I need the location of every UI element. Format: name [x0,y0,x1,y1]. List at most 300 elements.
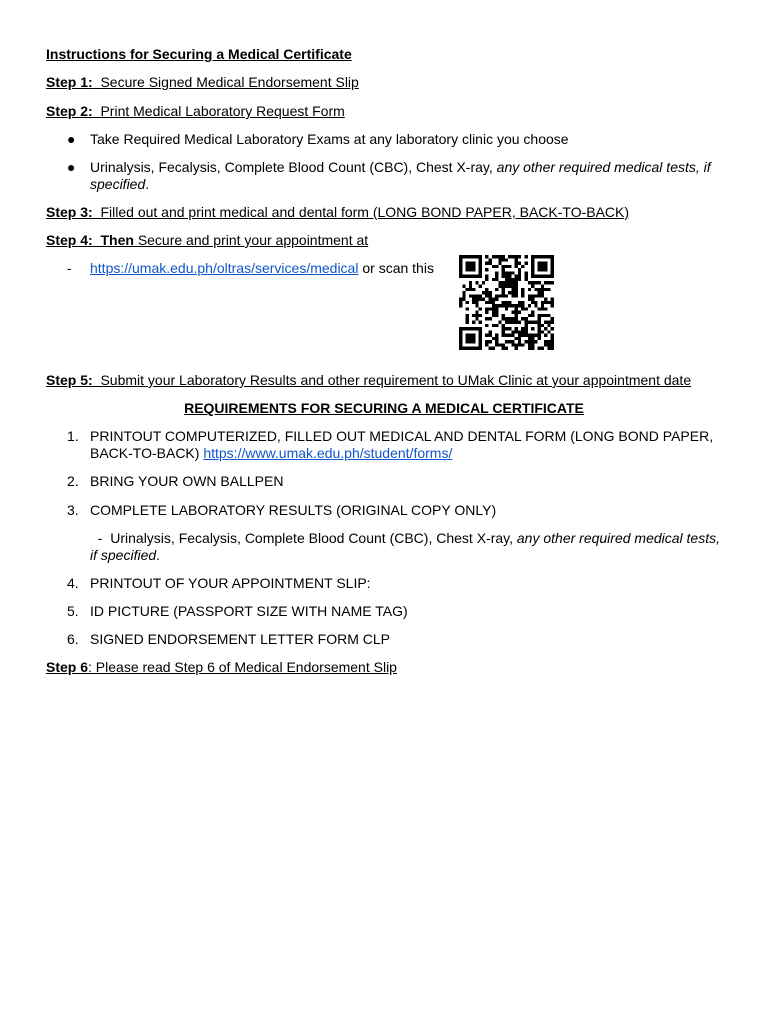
qr-module [531,347,534,350]
qr-module [541,324,544,327]
qr-module [485,301,488,304]
bullet-2-text: Urinalysis, Fecalysis, Complete Blood Count (CBC), Chest X-ray, [90,159,497,175]
step-2-bullet-2 [90,159,720,176]
qr-module [541,330,544,333]
qr-module [547,255,550,258]
qr-module [518,330,521,333]
student-forms-link[interactable]: https://www.umak.edu.ph/student/forms/ [203,445,453,461]
qr-module [505,317,508,320]
qr-module [479,347,482,350]
qr-module [525,317,528,320]
qr-module [551,347,554,350]
bullet-2-italic-1: any other required medical tests, if [496,159,711,175]
qr-module [544,275,547,278]
step-2-text: Print Medical Laboratory Request Form [100,103,345,119]
qr-module [547,330,550,333]
qr-module [521,291,524,294]
qr-module [479,298,482,301]
qr-module [462,294,465,297]
qr-module [538,317,541,320]
qr-module [531,340,534,343]
document-title: Instructions for Securing a Medical Certificate [46,46,352,62]
qr-module [472,337,475,340]
qr-module [511,321,514,324]
req-4-text: PRINTOUT OF YOUR APPOINTMENT SLIP: [90,575,371,591]
req-3-sub-dash: - [97,530,103,546]
qr-module [544,340,547,343]
qr-module [502,304,505,307]
qr-module [521,301,524,304]
req-1-line-2 [90,445,720,462]
qr-module [518,340,521,343]
qr-module [547,347,550,350]
qr-module [469,288,472,291]
qr-module [492,301,495,304]
qr-module [511,294,514,297]
qr-module [472,347,475,350]
step-3 [46,204,629,221]
qr-module [508,278,511,281]
qr-module [515,347,518,350]
qr-module [511,291,514,294]
qr-module [479,321,482,324]
req-3-sub-italic-1: any other required medical tests, [516,530,720,546]
qr-module [515,291,518,294]
appointment-link[interactable]: https://umak.edu.ph/oltras/services/medical [90,260,359,276]
bullet-icon: ● [67,159,76,175]
qr-module [547,340,550,343]
qr-module [466,317,469,320]
qr-module [534,294,537,297]
qr-module [511,317,514,320]
qr-module [541,294,544,297]
qr-module [492,304,495,307]
qr-module [492,324,495,327]
qr-module [466,265,469,268]
step-2-bullet-1: Take Required Medical Laboratory Exams at any laboratory clinic you choose [90,131,569,147]
qr-module [531,314,534,317]
qr-module [488,334,491,337]
qr-module [531,275,534,278]
qr-module [508,334,511,337]
qr-module [498,258,501,261]
req-3-number: 3. [67,502,79,518]
qr-module [538,288,541,291]
qr-module [479,268,482,271]
qr-module [469,281,472,284]
qr-module [492,298,495,301]
qr-module [462,291,465,294]
qr-module [475,311,478,314]
qr-module [472,334,475,337]
requirements-heading: REQUIREMENTS FOR SECURING A MEDICAL CERTIFICATE [184,400,584,416]
qr-module [528,298,531,301]
qr-module [488,301,491,304]
qr-module [541,347,544,350]
qr-module [485,340,488,343]
step-6-label: Step 6 [46,659,89,675]
qr-module [502,330,505,333]
qr-module [544,281,547,284]
qr-module [472,298,475,301]
qr-module [475,298,478,301]
qr-module [459,275,462,278]
qr-module [505,294,508,297]
qr-module [485,268,488,271]
qr-module [498,321,501,324]
qr-module [502,271,505,274]
qr-module [479,314,482,317]
qr-module [479,330,482,333]
qr-module [469,275,472,278]
qr-module [488,258,491,261]
qr-module [521,294,524,297]
qr-module [502,255,505,258]
step-5-text: Submit your Laboratory Results and other requirement to UMak Clinic at your appointment date [100,372,692,388]
step-4-label: Step 4: [46,232,93,248]
qr-module [472,314,475,317]
qr-module [531,262,534,265]
qr-module [518,334,521,337]
qr-module [551,268,554,271]
qr-module [531,255,534,258]
qr-module [479,265,482,268]
qr-module [505,301,508,304]
qr-module [459,255,462,258]
qr-module [521,265,524,268]
qr-module [469,340,472,343]
qr-module [466,275,469,278]
qr-module [511,343,514,346]
req-2-text: BRING YOUR OWN BALLPEN [90,473,284,489]
qr-module [505,304,508,307]
scan-text: or scan this [362,260,434,276]
qr-module [534,304,537,307]
qr-module [538,307,541,310]
qr-module [485,255,488,258]
qr-module [505,258,508,261]
req-3-text: COMPLETE LABORATORY RESULTS (ORIGINAL COPY ONLY) [90,502,497,518]
qr-module [521,343,524,346]
qr-module [502,301,505,304]
qr-module [525,262,528,265]
qr-module [525,271,528,274]
req-3-sub-italic-2: if specified [90,547,157,563]
qr-module [472,321,475,324]
qr-module [466,337,469,340]
qr-module [511,284,514,287]
qr-module [551,301,554,304]
qr-module [521,288,524,291]
qr-module [492,265,495,268]
qr-module [538,324,541,327]
qr-module [538,255,541,258]
qr-module [538,275,541,278]
qr-module [505,327,508,330]
qr-module [462,298,465,301]
qr-module [531,343,534,346]
qr-module [502,334,505,337]
req-1-text: BACK-TO-BACK) [90,445,200,461]
qr-module [505,271,508,274]
qr-module [534,275,537,278]
qr-module [479,258,482,261]
qr-module [485,311,488,314]
qr-module [511,334,514,337]
qr-module [531,271,534,274]
qr-module [544,265,547,268]
qr-module [541,307,544,310]
qr-module [515,317,518,320]
qr-module [495,307,498,310]
qr-module [502,258,505,261]
qr-module [498,255,501,258]
qr-module [472,255,475,258]
qr-module [528,281,531,284]
qr-module [479,337,482,340]
qr-module [488,298,491,301]
qr-module [515,327,518,330]
qr-module [498,343,501,346]
qr-module [485,278,488,281]
qr-module [459,343,462,346]
qr-module [475,317,478,320]
req-4-number: 4. [67,575,79,591]
qr-module [544,268,547,271]
qr-module [525,275,528,278]
qr-module [547,288,550,291]
qr-module [482,298,485,301]
qr-module [495,278,498,281]
step-2-bullet-2-cont [90,176,720,193]
qr-module [515,255,518,258]
qr-module [528,288,531,291]
qr-module [488,262,491,265]
qr-module [515,314,518,317]
qr-module [469,265,472,268]
qr-module [502,268,505,271]
qr-module [492,337,495,340]
qr-module [525,340,528,343]
qr-module [515,337,518,340]
qr-module [472,262,475,265]
qr-module [508,304,511,307]
qr-module [541,265,544,268]
req-2-number: 2. [67,473,79,489]
qr-module [511,311,514,314]
qr-module [508,271,511,274]
qr-module [541,301,544,304]
qr-module [534,334,537,337]
req-3-sub-text: Urinalysis, Fecalysis, Complete Blood Count (CBC), Chest X-ray, [110,530,517,546]
qr-module [488,330,491,333]
qr-module [466,307,469,310]
qr-module [544,327,547,330]
req-1-number: 1. [67,428,79,444]
qr-module [472,340,475,343]
qr-module [511,304,514,307]
qr-module [515,258,518,261]
qr-module [538,330,541,333]
qr-module [502,317,505,320]
req-6-number: 6. [67,631,79,647]
qr-module [551,340,554,343]
qr-module [547,321,550,324]
qr-module [538,265,541,268]
qr-module [515,284,518,287]
qr-module [479,340,482,343]
qr-module [538,327,541,330]
qr-module [485,291,488,294]
qr-module [515,330,518,333]
qr-module [502,275,505,278]
step-1-label: Step 1: [46,74,93,90]
qr-module [488,347,491,350]
qr-module [531,301,534,304]
qr-module [538,294,541,297]
qr-module [511,340,514,343]
qr-module [492,314,495,317]
qr-module [459,258,462,261]
qr-module [544,298,547,301]
qr-module [466,321,469,324]
qr-module [485,307,488,310]
qr-module [469,262,472,265]
qr-module [466,314,469,317]
step-4-link-line [90,260,450,277]
qr-module [488,317,491,320]
qr-module [462,327,465,330]
step-4 [46,232,368,249]
qr-module [531,327,534,330]
qr-module [485,262,488,265]
qr-module [495,304,498,307]
qr-module [525,307,528,310]
qr-module [505,334,508,337]
qr-module [502,288,505,291]
qr-module [472,301,475,304]
step-6 [46,659,397,676]
qr-module [472,294,475,297]
qr-module [508,291,511,294]
qr-module [469,334,472,337]
qr-module [547,324,550,327]
qr-module [495,298,498,301]
qr-module [475,347,478,350]
qr-module [498,284,501,287]
qr-module [541,304,544,307]
qr-module [538,262,541,265]
qr-module [534,321,537,324]
qr-module [498,294,501,297]
qr-module [472,265,475,268]
qr-module [541,255,544,258]
qr-module [502,291,505,294]
qr-module [508,340,511,343]
qr-module [479,275,482,278]
qr-module [525,324,528,327]
qr-module [551,334,554,337]
qr-module [538,281,541,284]
qr-module [531,334,534,337]
qr-module [462,347,465,350]
qr-module [466,301,469,304]
qr-code-icon [459,254,554,351]
qr-module [502,281,505,284]
bullet-icon: ● [67,131,76,147]
req-3-sub-period: . [156,547,161,563]
qr-module [469,294,472,297]
qr-module [534,255,537,258]
qr-module [551,327,554,330]
qr-module [551,258,554,261]
qr-module [528,334,531,337]
qr-module [502,265,505,268]
qr-module [531,258,534,261]
qr-module [544,301,547,304]
qr-module [551,271,554,274]
qr-module [485,288,488,291]
qr-module [518,275,521,278]
qr-module [544,288,547,291]
qr-module [525,278,528,281]
qr-module [531,265,534,268]
qr-module [505,278,508,281]
step-3-label: Step 3: [46,204,93,220]
qr-module [475,314,478,317]
qr-module [538,321,541,324]
qr-module [518,268,521,271]
qr-module [508,281,511,284]
qr-module [479,284,482,287]
qr-module [538,334,541,337]
qr-module [508,321,511,324]
qr-module [518,301,521,304]
qr-module [511,271,514,274]
qr-module [518,311,521,314]
step-6-text: : Please read Step 6 of Medical Endorsement Slip [88,659,397,675]
qr-module [479,343,482,346]
qr-module [515,281,518,284]
qr-module [459,327,462,330]
qr-module [479,327,482,330]
qr-module [459,330,462,333]
qr-module [551,298,554,301]
qr-module [521,327,524,330]
qr-module [534,288,537,291]
qr-module [488,291,491,294]
qr-module [538,291,541,294]
qr-module [459,304,462,307]
qr-module [495,265,498,268]
qr-module [479,262,482,265]
step-2-label: Step 2: [46,103,93,119]
step-4-then: Then [100,232,134,248]
qr-module [511,278,514,281]
qr-module [515,288,518,291]
qr-module [521,317,524,320]
qr-module [528,314,531,317]
qr-module [521,334,524,337]
qr-module [469,255,472,258]
qr-module [485,275,488,278]
step-5-label: Step 5: [46,372,93,388]
qr-module [515,265,518,268]
qr-module [541,268,544,271]
qr-module [521,304,524,307]
step-3-text: Filled out and print medical and dental form (LONG BOND PAPER, BACK-TO-BACK) [100,204,630,220]
qr-module [511,288,514,291]
